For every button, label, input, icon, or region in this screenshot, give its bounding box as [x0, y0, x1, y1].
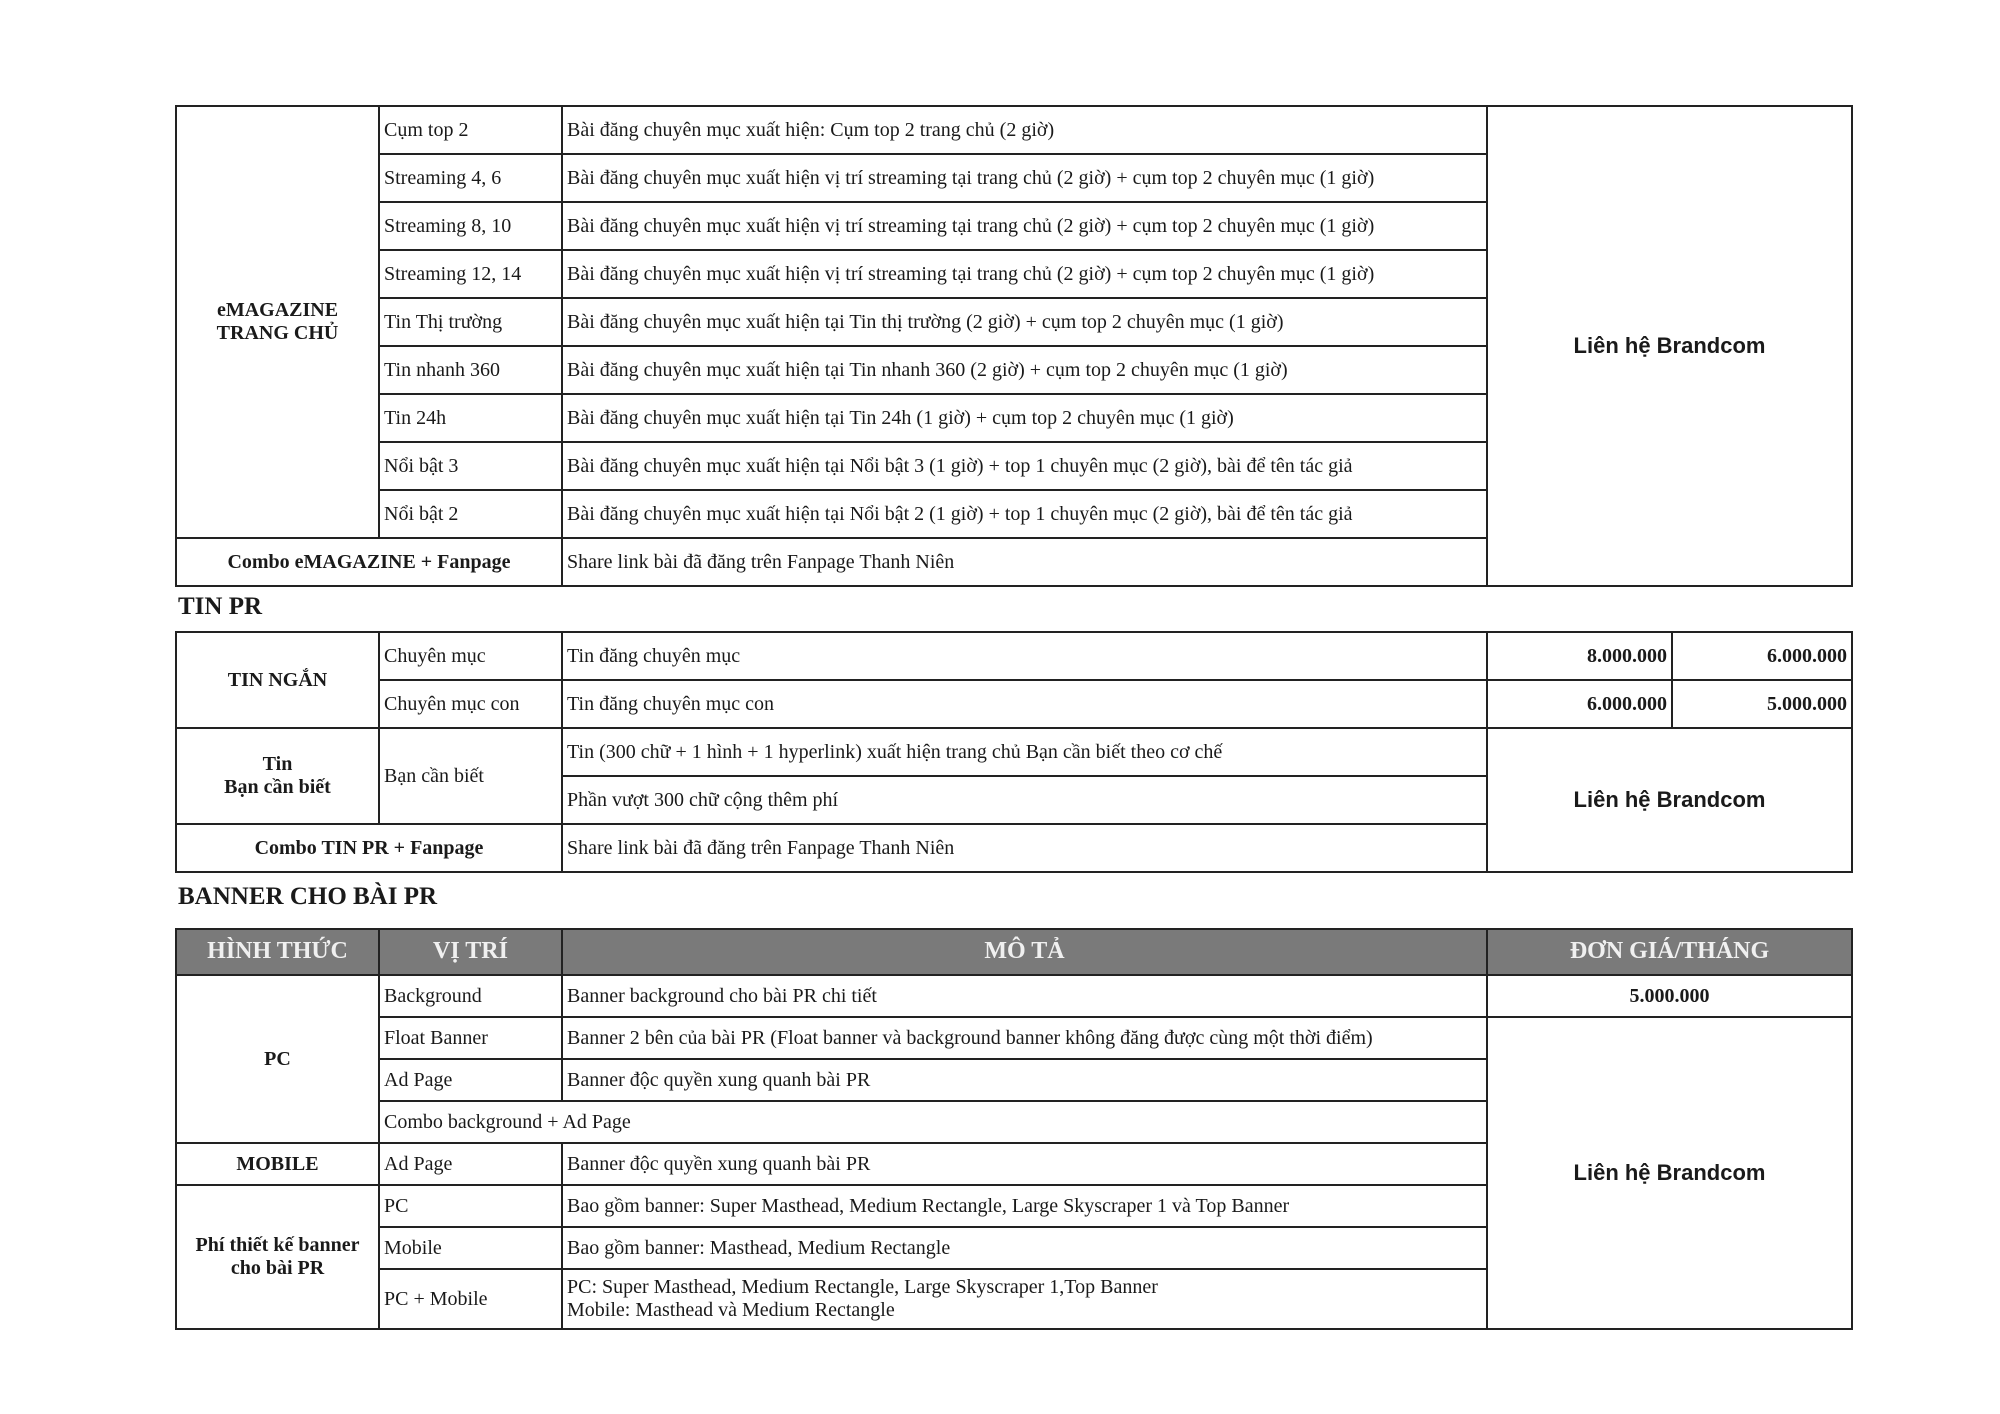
pc-combo: Combo background + Ad Page — [379, 1101, 1487, 1143]
emagazine-description: Bài đăng chuyên mục xuất hiện tại Nổi bật 2 (1 giờ) + top 1 chuyên mục (2 giờ), bài để tên tác giả — [562, 490, 1487, 538]
header-vi-tri: VỊ TRÍ — [379, 929, 562, 975]
design-fee-label: Phí thiết kế banner cho bài PR — [176, 1185, 379, 1329]
tin-pr-title: TIN PR — [178, 593, 263, 620]
banner-description: Banner độc quyền xung quanh bài PR — [562, 1059, 1487, 1101]
ban-can-biet-description-1: Tin (300 chữ + 1 hình + 1 hyperlink) xuất hiện trang chủ Bạn cần biết theo cơ chế — [562, 728, 1487, 776]
tin-ngan-price-2: 6.000.000 — [1672, 632, 1852, 680]
banner-contact: Liên hệ Brandcom — [1487, 1017, 1852, 1329]
tin-pr-table — [175, 631, 1853, 873]
banner-description: Banner 2 bên của bài PR (Float banner và background banner không đăng được cùng một thời điểm) — [562, 1017, 1487, 1059]
emagazine-description: Bài đăng chuyên mục xuất hiện vị trí streaming tại trang chủ (2 giờ) + cụm top 2 chuyên mục (1 giờ) — [562, 250, 1487, 298]
header-hinh-thuc: HÌNH THỨC — [176, 929, 379, 975]
design-position: PC — [379, 1185, 562, 1227]
banner-position: Ad Page — [379, 1059, 562, 1101]
tin-ngan-description: Tin đăng chuyên mục — [562, 632, 1487, 680]
mobile-position: Ad Page — [379, 1143, 562, 1185]
ban-can-biet-label: Tin Bạn cần biết — [176, 728, 379, 824]
emagazine-description: Bài đăng chuyên mục xuất hiện tại Tin thị trường (2 giờ) + cụm top 2 chuyên mục (1 giờ) — [562, 298, 1487, 346]
emagazine-position: Streaming 8, 10 — [379, 202, 562, 250]
background-price: 5.000.000 — [1487, 975, 1852, 1017]
emagazine-description: Bài đăng chuyên mục xuất hiện vị trí streaming tại trang chủ (2 giờ) + cụm top 2 chuyên mục (1 giờ) — [562, 202, 1487, 250]
emagazine-position: Cụm top 2 — [379, 106, 562, 154]
emagazine-contact: Liên hệ Brandcom — [1487, 106, 1852, 586]
design-position: Mobile — [379, 1227, 562, 1269]
tin-ngan-price-2: 5.000.000 — [1672, 680, 1852, 728]
ban-can-biet-description-2: Phần vượt 300 chữ cộng thêm phí — [562, 776, 1487, 824]
mobile-label: MOBILE — [176, 1143, 379, 1185]
emagazine-position: Tin Thị trường — [379, 298, 562, 346]
emagazine-position: Nổi bật 3 — [379, 442, 562, 490]
banner-table — [175, 928, 1853, 1330]
emagazine-position: Nổi bật 2 — [379, 490, 562, 538]
design-combo-position: PC + Mobile — [379, 1269, 562, 1329]
emagazine-table — [175, 105, 1853, 587]
tin-ngan-price-1: 8.000.000 — [1487, 632, 1672, 680]
emagazine-group-label: eMAGAZINE TRANG CHỦ — [176, 106, 379, 538]
header-mo-ta: MÔ TẢ — [562, 929, 1487, 975]
tin-ngan-label: TIN NGẮN — [176, 632, 379, 728]
header-don-gia: ĐƠN GIÁ/THÁNG — [1487, 929, 1852, 975]
emagazine-position: Streaming 4, 6 — [379, 154, 562, 202]
mobile-description: Banner độc quyền xung quanh bài PR — [562, 1143, 1487, 1185]
emagazine-description: Bài đăng chuyên mục xuất hiện tại Tin 24h (1 giờ) + cụm top 2 chuyên mục (1 giờ) — [562, 394, 1487, 442]
tin-pr-contact: Liên hệ Brandcom — [1487, 728, 1852, 872]
tin-pr-combo-description: Share link bài đã đăng trên Fanpage Thanh Niên — [562, 824, 1487, 872]
tin-pr-combo-label: Combo TIN PR + Fanpage — [176, 824, 562, 872]
emagazine-description: Bài đăng chuyên mục xuất hiện tại Nổi bật 3 (1 giờ) + top 1 chuyên mục (2 giờ), bài để tên tác giả — [562, 442, 1487, 490]
design-combo-description: PC: Super Masthead, Medium Rectangle, Large Skyscraper 1,Top Banner Mobile: Masthead và Medium Rectangle — [562, 1269, 1487, 1329]
emagazine-description: Bài đăng chuyên mục xuất hiện vị trí streaming tại trang chủ (2 giờ) + cụm top 2 chuyên mục (1 giờ) — [562, 154, 1487, 202]
tin-ngan-position: Chuyên mục con — [379, 680, 562, 728]
emagazine-position: Tin 24h — [379, 394, 562, 442]
emagazine-combo-label: Combo eMAGAZINE + Fanpage — [176, 538, 562, 586]
tin-ngan-price-1: 6.000.000 — [1487, 680, 1672, 728]
banner-description: Banner background cho bài PR chi tiết — [562, 975, 1487, 1017]
design-description: Bao gồm banner: Masthead, Medium Rectangle — [562, 1227, 1487, 1269]
emagazine-position: Streaming 12, 14 — [379, 250, 562, 298]
banner-position: Float Banner — [379, 1017, 562, 1059]
banner-title: BANNER CHO BÀI PR — [178, 883, 438, 910]
emagazine-description: Bài đăng chuyên mục xuất hiện tại Tin nhanh 360 (2 giờ) + cụm top 2 chuyên mục (1 giờ) — [562, 346, 1487, 394]
tin-ngan-position: Chuyên mục — [379, 632, 562, 680]
emagazine-combo-description: Share link bài đã đăng trên Fanpage Thanh Niên — [562, 538, 1487, 586]
ban-can-biet-position: Bạn cần biết — [379, 728, 562, 824]
emagazine-position: Tin nhanh 360 — [379, 346, 562, 394]
banner-position: Background — [379, 975, 562, 1017]
design-description: Bao gồm banner: Super Masthead, Medium Rectangle, Large Skyscraper 1 và Top Banner — [562, 1185, 1487, 1227]
pc-label: PC — [176, 975, 379, 1143]
emagazine-description: Bài đăng chuyên mục xuất hiện: Cụm top 2 trang chủ (2 giờ) — [562, 106, 1487, 154]
tin-ngan-description: Tin đăng chuyên mục con — [562, 680, 1487, 728]
